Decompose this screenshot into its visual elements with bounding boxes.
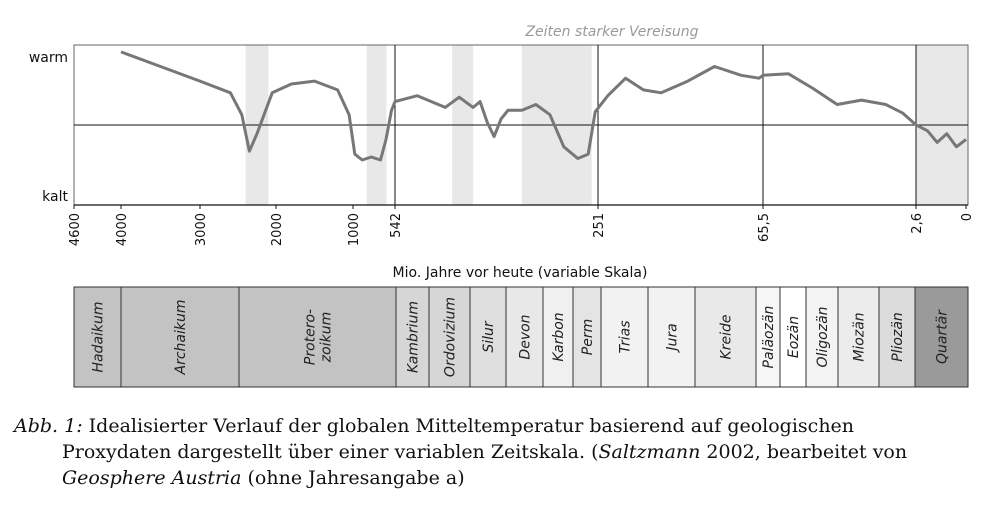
caption-organisation: Geosphere Austria xyxy=(62,467,242,489)
period-label: Trias xyxy=(617,320,634,354)
y-label-kalt: kalt xyxy=(42,189,68,205)
period-label: Paläozän xyxy=(761,305,777,369)
geologic-period-table xyxy=(74,287,968,387)
x-tick-label: 4600 xyxy=(68,213,83,247)
x-tick-label: 2,6 xyxy=(910,213,925,234)
period-label: Kreide xyxy=(718,314,735,360)
x-tick-label: 3000 xyxy=(194,213,209,247)
x-axis-title: Mio. Jahre vor heute (variable Skala) xyxy=(392,265,648,281)
period-label: Pliozän xyxy=(890,312,906,362)
period-label: Quartär xyxy=(934,309,951,365)
caption-text-2a: Proxydaten dargestellt über einer variablen Zeitskala. ( xyxy=(62,441,599,463)
caption-label: Abb. 1: xyxy=(14,415,83,437)
x-tick-label: 65,5 xyxy=(757,213,772,242)
period-label: Jura xyxy=(664,323,681,351)
caption-author: Saltzmann xyxy=(598,441,701,463)
caption-line-1 xyxy=(14,413,966,439)
period-label: Silur xyxy=(481,321,497,353)
period-label: zoikum xyxy=(318,311,335,363)
x-tick-label: 4000 xyxy=(115,213,130,247)
period-label: Kambrium xyxy=(405,301,422,373)
x-tick-label: 1000 xyxy=(347,213,362,247)
period-label: Devon xyxy=(517,314,534,360)
x-tick-label: 0 xyxy=(960,213,975,222)
ice-age-label: Zeiten starker Vereisung xyxy=(525,24,699,40)
caption-line-2 xyxy=(14,439,966,465)
period-label: Eozän xyxy=(786,315,802,359)
period-label: Karbon xyxy=(551,312,567,362)
period-label: Perm xyxy=(580,318,596,356)
period-label: Hadaikum xyxy=(90,301,107,373)
caption-line-3 xyxy=(14,465,966,491)
y-label-warm: warm xyxy=(28,50,68,66)
period-label: Miozän xyxy=(851,312,868,362)
x-tick-label: 2000 xyxy=(270,213,285,247)
period-label: Protero- xyxy=(302,308,319,366)
x-axis-ticks xyxy=(68,205,975,246)
plot-frame xyxy=(74,45,968,205)
caption-text-2b: 2002, bearbeitet von xyxy=(700,441,908,463)
caption-text-1: Idealisierter Verlauf der globalen Mitteltemperatur basierend auf geologischen xyxy=(88,415,855,437)
caption-text-3: (ohne Jahresangabe a) xyxy=(241,467,465,489)
period-label: Ordovizium xyxy=(442,296,459,378)
period-label: Archaikum xyxy=(173,299,189,375)
period-label: Oligozän xyxy=(815,306,831,368)
figure-caption xyxy=(14,413,966,491)
x-tick-label: 542 xyxy=(389,213,404,238)
x-tick-label: 251 xyxy=(592,213,607,238)
